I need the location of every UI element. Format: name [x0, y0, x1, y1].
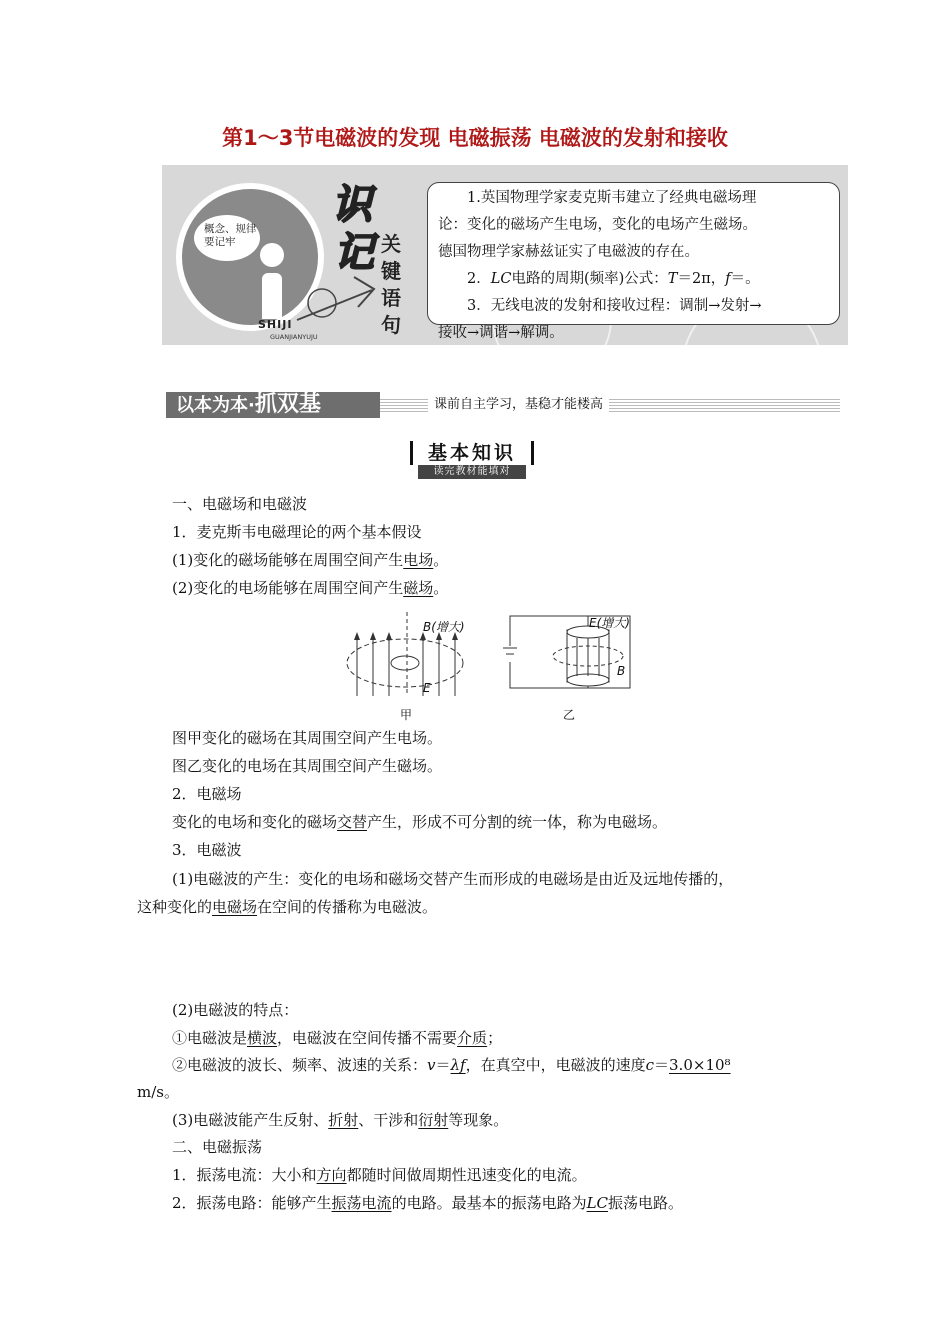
text-line: 这种变化的电磁场在空间的传播称为电磁波。 [137, 898, 438, 916]
text-line: m/s。 [137, 1083, 179, 1101]
subheading: 3．电磁波 [172, 841, 242, 859]
section-subtitle: 课前自主学习，基稳才能楼高 [428, 393, 609, 417]
section-label: 以本为本·抓双基 [166, 392, 380, 418]
banner-vertical-text: 关 键 语 句 [381, 232, 401, 337]
text-line: 1．振荡电流：大小和方向都随时间做周期性迅速变化的电流。 [172, 1166, 587, 1184]
heading-2: 二、电磁振荡 [172, 1138, 263, 1156]
text-line: 2．振荡电路：能够产生振荡电流的电路。最基本的振荡电路为LC振荡电路。 [172, 1194, 684, 1212]
banner-char-ji: 记 [334, 230, 374, 276]
banner-pinyin: SHIJI [258, 318, 293, 331]
person-body-icon [262, 273, 282, 319]
person-icon [260, 243, 284, 267]
figure-caption: 图乙变化的电场在其周围空间产生磁场。 [172, 757, 443, 775]
label-b: B [617, 664, 626, 678]
heading-1: 一、电磁场和电磁波 [172, 495, 308, 513]
subheading: 2．电磁场 [172, 785, 242, 803]
banner-pinyin-sub: GUANJIANYUJU [270, 333, 318, 341]
label-b-increase: B(增大) [423, 620, 465, 634]
field-diagram [345, 608, 645, 723]
knowledge-heading: 基本知识 读完教材能填对 [410, 441, 534, 481]
text-line: ②电磁波的波长、频率、波速的关系：v＝λf，在真空中，电磁波的速度c＝3.0×10⁸ [172, 1056, 731, 1074]
text-line: (2)变化的电场能够在周围空间产生磁场。 [172, 579, 449, 597]
figure-caption: 图甲变化的磁场在其周围空间产生电场。 [172, 729, 443, 747]
page-title: 第1～3节电磁波的发现 电磁振荡 电磁波的发射和接收 [222, 126, 728, 150]
text-line: (1)电磁波的产生：变化的电场和磁场交替产生而形成的电磁场是由近及远地传播的， [172, 870, 734, 888]
caption-yi: 乙 [563, 708, 576, 722]
formula-line: 2．LC电路的周期(频率)公式：T＝2π，f＝。 [467, 271, 760, 287]
section-header [166, 392, 840, 418]
key-points-text: 1.英国物理学家麦克斯韦建立了经典电磁场理 论：变化的磁场产生电场，变化的电场产生磁场。 德国物理学家赫兹证实了电磁波的存在。 2．LC电路的周期(频率)公式：T＝2π，f＝。 3．无线电波的发射和接收过程：调制→发射→ 接收→调谐→解调。 [438, 185, 838, 347]
text-line: 变化的电场和变化的磁场交替产生，形成不可分割的统一体，称为电磁场。 [172, 813, 668, 831]
text-line: (3)电磁波能产生反射、折射、干涉和衍射等现象。 [172, 1111, 509, 1129]
text-line: ①电磁波是横波，电磁波在空间传播不需要介质； [172, 1029, 503, 1047]
text-line: (1)变化的磁场能够在周围空间产生电场。 [172, 551, 449, 569]
caption-jia: 甲 [400, 708, 413, 722]
speech-bubble: 概念、规律 要记牢 [194, 215, 260, 261]
text-line: (2)电磁波的特点： [172, 1001, 299, 1019]
label-e-increase: E(增大) [589, 616, 630, 630]
subheading: 1．麦克斯韦电磁理论的两个基本假设 [172, 523, 422, 541]
label-e: E [423, 681, 431, 695]
banner-char-shi: 识 [332, 182, 372, 228]
